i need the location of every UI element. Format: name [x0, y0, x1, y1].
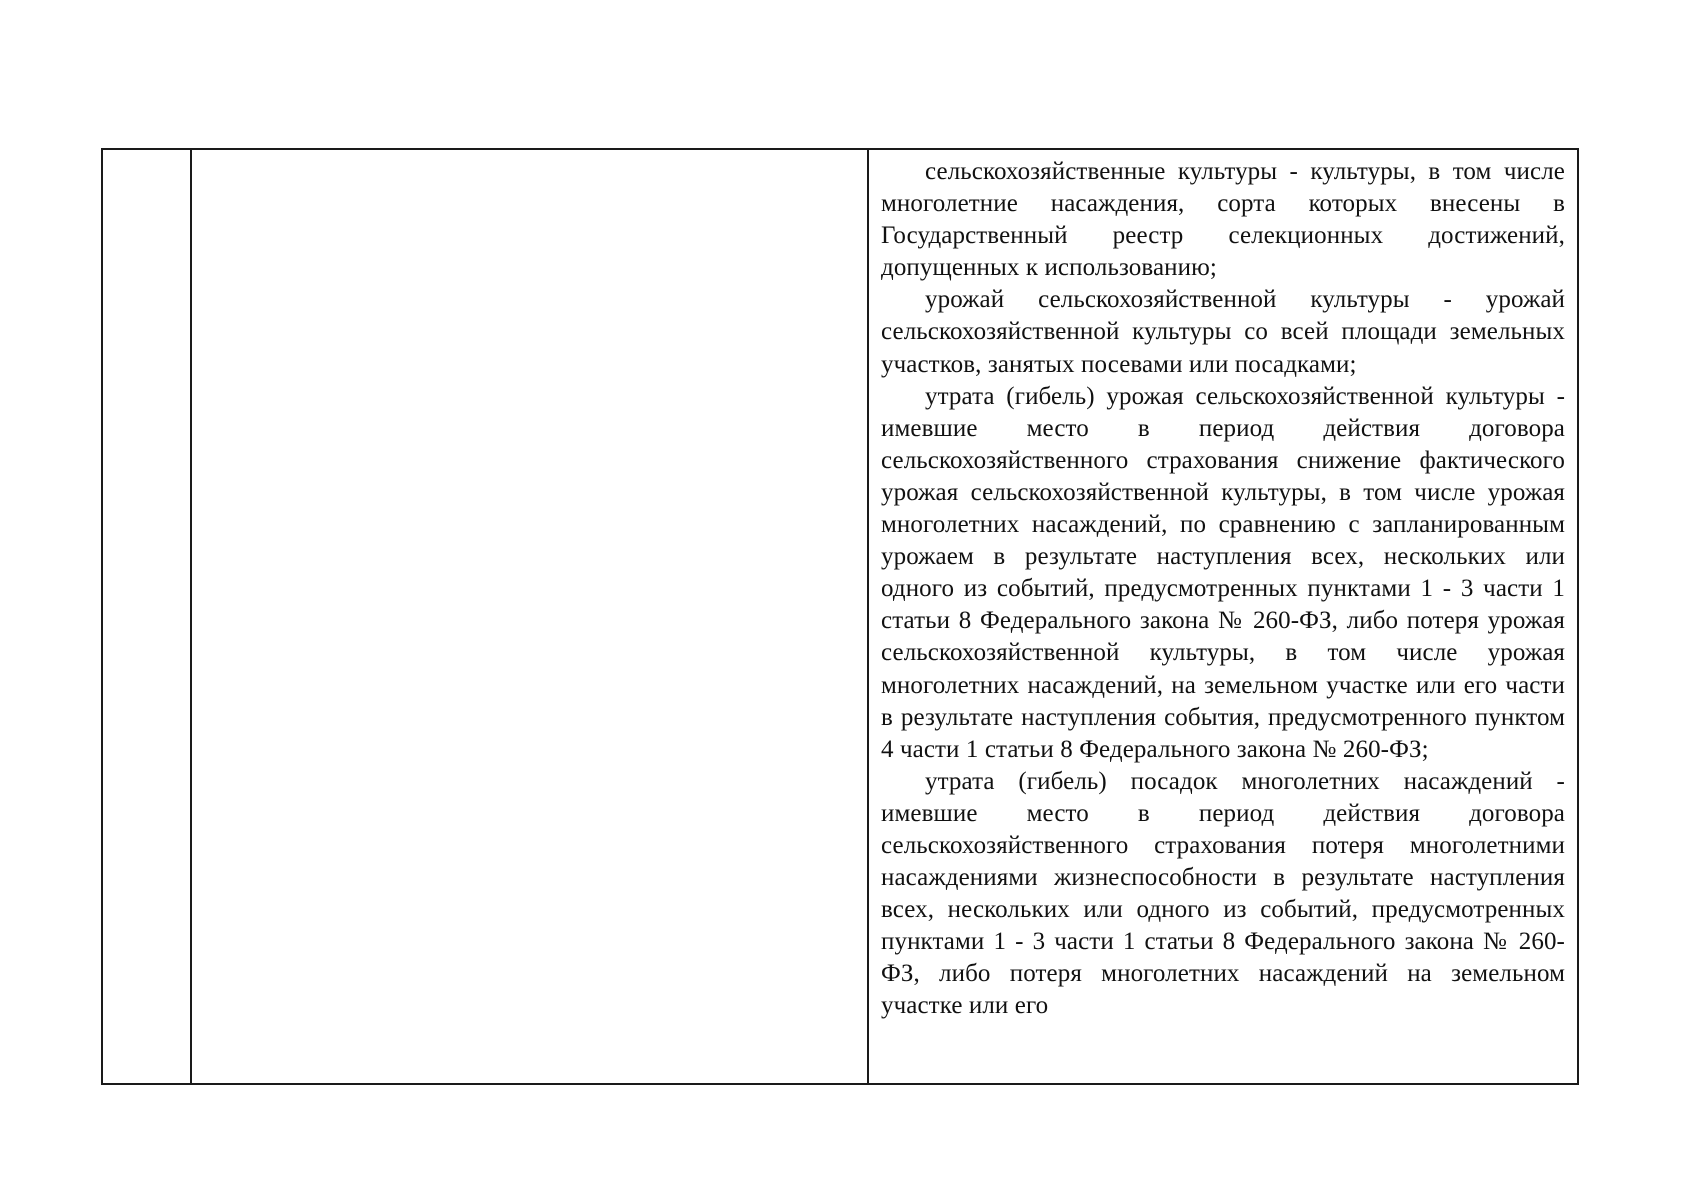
name-cell — [192, 150, 869, 1083]
content-cell — [869, 150, 1577, 1083]
definition-paragraph: урожай сельскохозяйственной культуры - урожай сельскохозяйственной культуры со всей площади земельных участков, занятых посевами или посадками; — [881, 286, 1565, 378]
document-table — [101, 148, 1579, 1085]
definition-paragraph: сельскохозяйственные культуры - культуры, в том числе многолетние насаждения, сорта которых внесены в Государственный реестр селекционных достижений, допущенных к использованию; — [881, 158, 1565, 282]
definition-paragraph: утрата (гибель) урожая сельскохозяйственной культуры - имевшие место в период действия договора сельскохозяйственного страхования снижение фактического урожая сельскохозяйственной культуры, в том числе урожая многолетних насаждений, по сравнению с запланированным урожаем в результате наступления всех, нескольких или одного из событий, предусмотренных пунктами 1 - 3 части 1 статьи 8 Федерального закона № 260-ФЗ, либо потеря урожая сельскохозяйственной культуры, в том числе урожая многолетних насаждений, на земельном участке или его части в результате наступления события, предусмотренного пунктом 4 части 1 статьи 8 Федерального закона № 260-ФЗ; — [881, 382, 1565, 763]
definition-paragraph: утрата (гибель) посадок многолетних насаждений - имевшие место в период действия договора сельскохозяйственного страхования потеря многолетними насаждениями жизнеспособности в результате наступления всех, нескольких или одного из событий, предусмотренных пунктами 1 - 3 части 1 статьи 8 Федерального закона № 260-ФЗ, либо потеря многолетних насаждений на земельном участке или его — [881, 767, 1565, 1020]
number-cell — [103, 150, 192, 1083]
